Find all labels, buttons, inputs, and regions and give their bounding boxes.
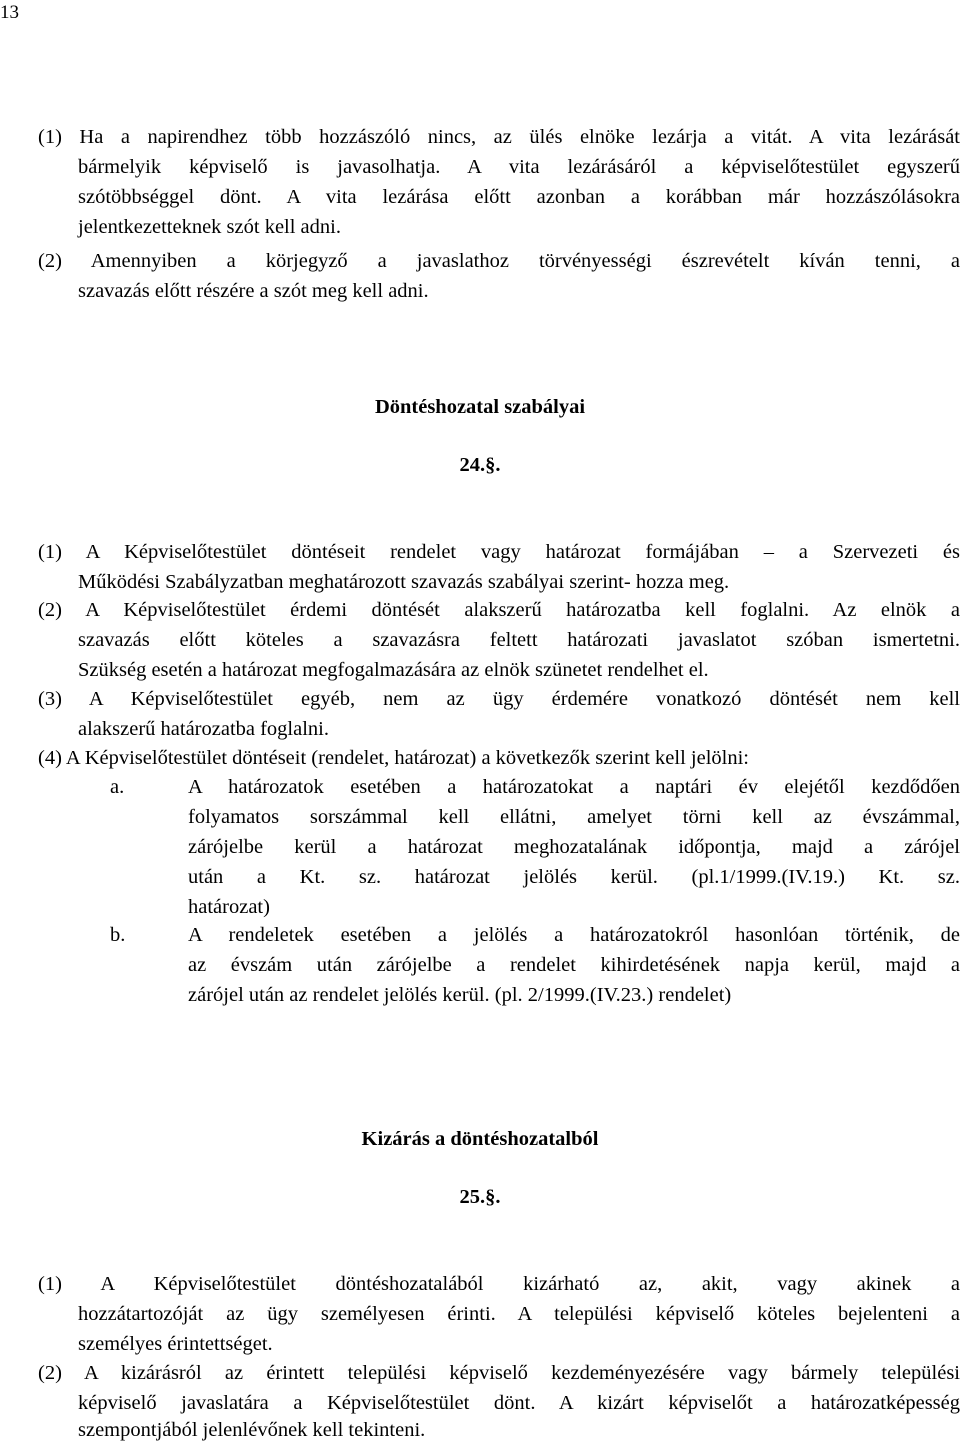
text-line: személyes érintettséget.: [78, 1333, 273, 1355]
text-line: (1) Ha a napirendhez több hozzászóló nincs, az ülés elnöke lezárja a vitát. A vita lezárását: [38, 126, 960, 148]
text-line: Szükség esetén a határozat megfogalmazására az elnök szünetet rendelhet el.: [78, 659, 709, 681]
text-line: folyamatos sorszámmal kell ellátni, amelyet törni kell az évszámmal,: [188, 806, 960, 828]
text-line: Működési Szabályzatban meghatározott szavazás szabályai szerint- hozza meg.: [78, 571, 730, 593]
text-line: szempontjából jelenlévőnek kell tekinteni.: [78, 1419, 426, 1441]
text-line: szavazás előtt részére a szót meg kell adni.: [78, 280, 429, 302]
text-line: után a Kt. sz. határozat jelölés kerül. (pl.1/1999.(IV.19.) Kt. sz.: [188, 866, 960, 888]
text-line: hozzátartozóját az ügy személyesen érinti. A települési képviselő köteles bejelenteni a: [78, 1303, 960, 1325]
page-number: 13: [0, 2, 19, 23]
text-line: szavazás előtt köteles a szavazásra feltett határozati javaslatot szóban ismertetni.: [78, 629, 960, 651]
text-line: zárójelbe kerül a határozat meghozatalának időpontja, majd a zárójel: [188, 836, 960, 858]
list-marker: a.: [110, 776, 125, 798]
text-line: A rendeletek esetében a jelölés a határozatokról hasonlóan történik, de: [188, 924, 960, 946]
list-marker: b.: [110, 924, 126, 946]
text-line: az évszám után zárójelbe a rendelet kihirdetésének napja kerül, majd a: [188, 954, 960, 976]
text-line: alakszerű határozatba foglalni.: [78, 718, 329, 740]
section-heading: Döntéshozatal szabályai: [374, 396, 586, 418]
text-line: zárójel után az rendelet jelölés kerül. (pl. 2/1999.(IV.23.) rendelet): [188, 984, 732, 1006]
text-line: határozat): [188, 896, 270, 918]
text-line: szótöbbséggel dönt. A vita lezárása előtt azonban a korábban már hozzászólásokra: [78, 186, 960, 208]
section-number: 24.§.: [459, 454, 501, 476]
section-number: 25.§.: [459, 1186, 501, 1208]
text-line: képviselő javaslatára a Képviselőtestület dönt. A kizárt képviselőt a határozatképesség: [78, 1392, 960, 1414]
text-line: (4) A Képviselőtestület döntéseit (rendelet, határozat) a következők szerint kell jelölni:: [38, 747, 749, 769]
text-line: (2) Amennyiben a körjegyző a javaslathoz törvényességi észrevételt kíván tenni, a: [38, 250, 960, 272]
text-line: (1) A Képviselőtestület döntéshozatalából kizárható az, akit, vagy akinek a: [38, 1273, 960, 1295]
section-heading: Kizárás a döntéshozatalból: [361, 1128, 599, 1150]
text-line: (2) A kizárásról az érintett települési képviselő kezdeményezésére vagy bármely települési: [38, 1362, 960, 1384]
text-line: A határozatok esetében a határozatokat a naptári év elejétől kezdődően: [188, 776, 960, 798]
text-line: bármelyik képviselő is javasolhatja. A vita lezárásáról a képviselőtestület egyszerű: [78, 156, 960, 178]
text-line: (2) A Képviselőtestület érdemi döntését alakszerű határozatba kell foglalni. Az elnök a: [38, 599, 960, 621]
text-line: jelentkezetteknek szót kell adni.: [78, 216, 341, 238]
text-line: (3) A Képviselőtestület egyéb, nem az ügy érdemére vonatkozó döntését nem kell: [38, 688, 960, 710]
text-line: (1) A Képviselőtestület döntéseit rendelet vagy határozat formájában – a Szervezeti és: [38, 541, 960, 563]
